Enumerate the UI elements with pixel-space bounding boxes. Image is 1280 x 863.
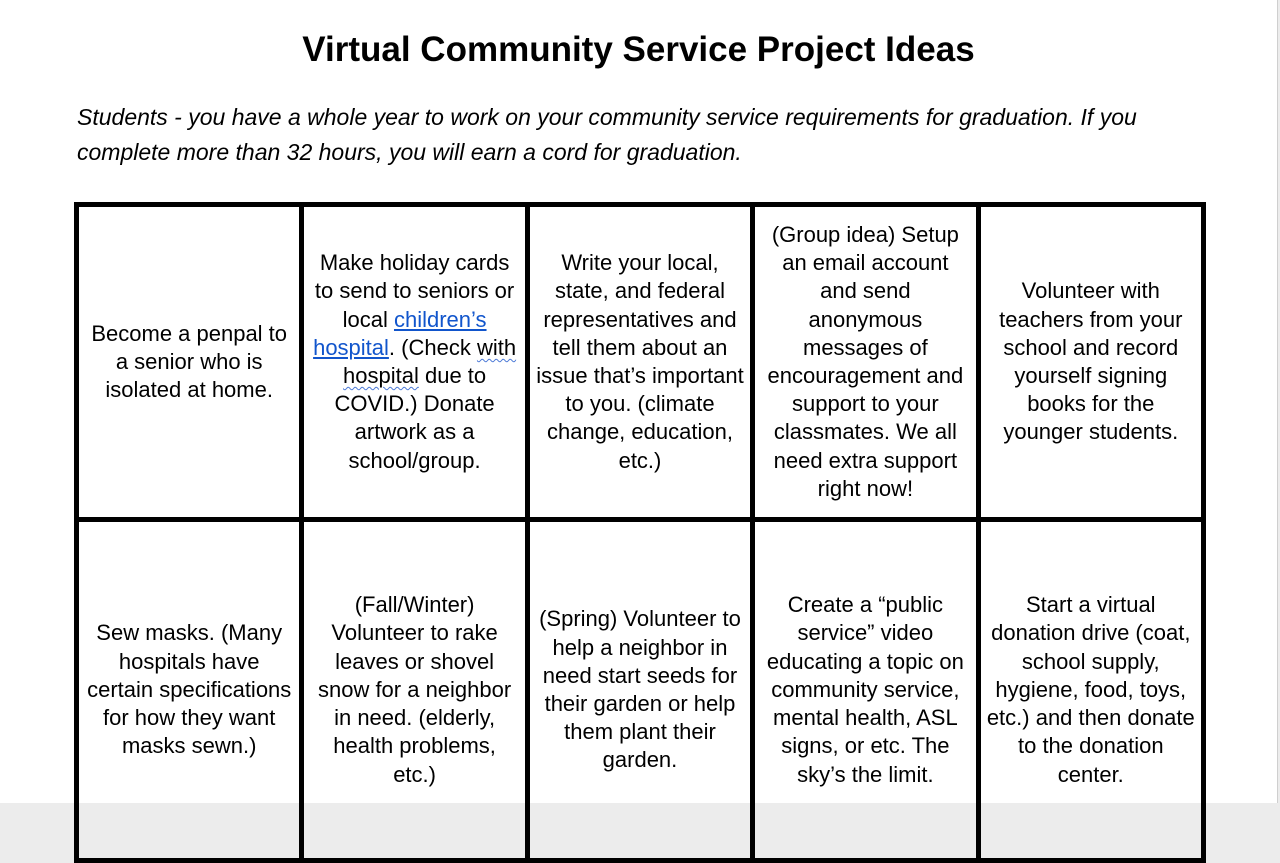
cell-text: . (Check — [388, 334, 477, 360]
idea-cell-donation-drive: Start a virtual donation drive (coat, school supply, hygiene, food, toys, etc.) and then donate to the donation center. — [978, 520, 1203, 861]
idea-cell-garden: (Spring) Volunteer to help a neighbor in need start seeds for their garden or help them plant their garden. — [527, 520, 752, 861]
document-title: Virtual Community Service Project Ideas — [302, 30, 975, 69]
idea-cell-record-books: Volunteer with teachers from your school and record yourself signing books for the younger students. — [978, 205, 1203, 520]
childrens-hospital-link[interactable]: children’s hospital — [313, 306, 487, 360]
table-row — [77, 205, 1204, 520]
idea-cell-psa-video: Create a “public service” video educating a topic on community service, mental health, ASL signs, or etc. The sky’s the limit. — [753, 520, 978, 861]
cell-text: Make holiday cards to send to seniors or local — [314, 250, 515, 332]
cell-text: due to COVID.) Donate artwork as a school/group. — [334, 363, 495, 473]
idea-cell-email-encouragement: (Group idea) Setup an email account and send anonymous messages of encouragement and support to your classmates. We all need extra support right now! — [753, 205, 978, 520]
intro-paragraph: Students - you have a whole year to work on your community service requirements for graduation. If you complete more than 32 hours, you will earn a cord for graduation. — [77, 104, 1137, 165]
idea-cell-representatives: Write your local, state, and federal representatives and tell them about an issue that’s important to you. (climate change, education, etc.) — [527, 205, 752, 520]
service-ideas-table — [74, 202, 1206, 863]
idea-cell-rake-shovel: (Fall/Winter) Volunteer to rake leaves or shovel snow for a neighbor in need. (elderly, health problems, etc.) — [302, 520, 527, 861]
idea-cell-sew-masks: Sew masks. (Many hospitals have certain specifications for how they want masks sewn.) — [77, 520, 302, 861]
idea-cell-penpal: Become a penpal to a senior who is isolated at home. — [77, 205, 302, 520]
idea-cell-holiday-cards — [302, 205, 527, 520]
table-row — [77, 520, 1204, 861]
spellcheck-underlined-text: with hospital — [343, 334, 517, 388]
